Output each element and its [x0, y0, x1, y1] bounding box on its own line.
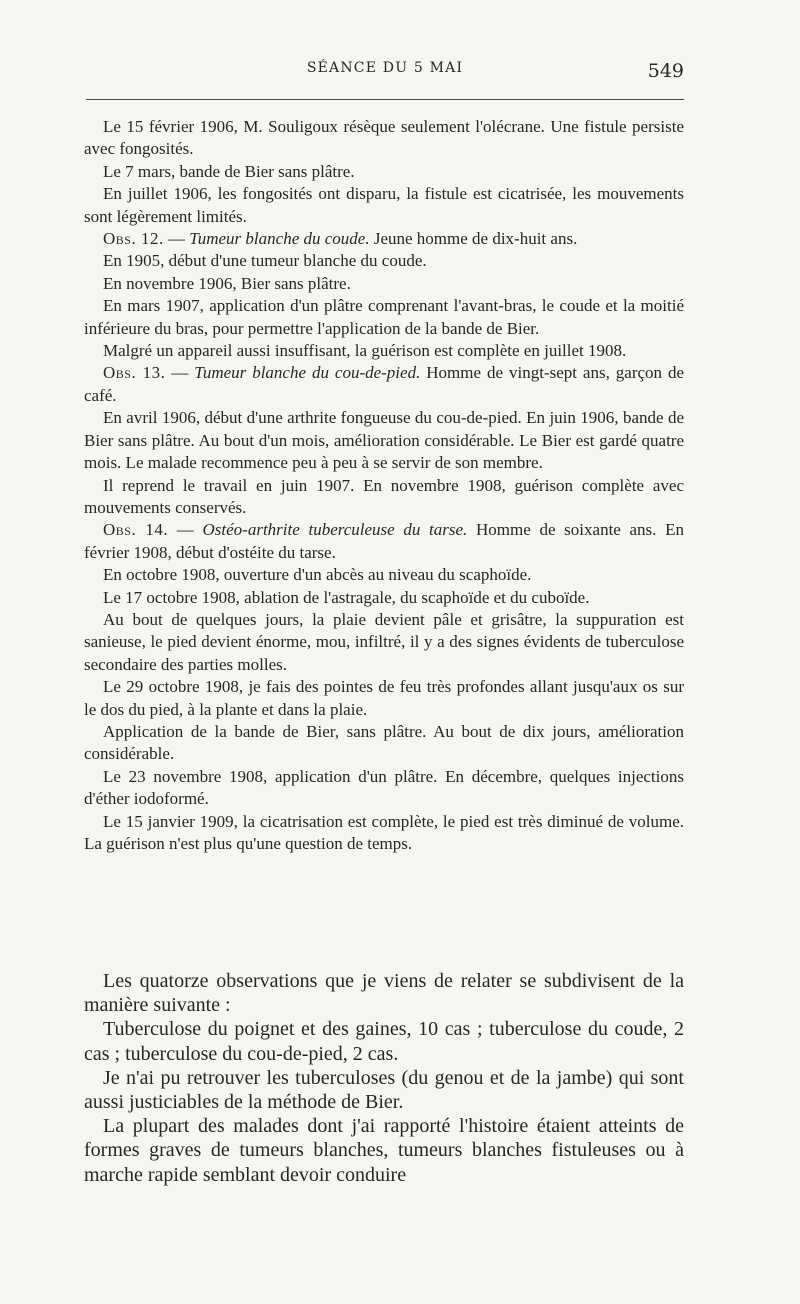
paragraph	[84, 340, 684, 362]
paragraph	[84, 161, 684, 183]
running-head	[86, 60, 684, 84]
paragraph-text: Homme de vingt-sept ans, garçon de café.	[84, 363, 685, 405]
observation-title: Tumeur blanche du coude.	[189, 229, 370, 249]
observation-label: Obs. 13.	[103, 363, 166, 383]
paragraph	[84, 273, 684, 295]
paragraph-text: Le 15 février 1906, M. Souligoux résèque seulement l'olécrane. Une fistule persiste avec fongosités.	[84, 117, 684, 159]
paragraph	[84, 609, 684, 676]
paragraph	[84, 407, 684, 474]
paragraph	[84, 587, 684, 609]
paragraph-text: En 1905, début d'une tumeur blanche du coude.	[103, 251, 427, 271]
paragraph: Obs. 14. — Ostéo-arthrite tuberculeuse du tarse. Homme de soixante ans. En février 1908, début d'ostéite du tarse.	[84, 520, 684, 562]
running-title: SÉANCE DU 5 MAI	[306, 60, 464, 76]
summary-paragraph: Tuberculose du poignet et des gaines, 10 cas ; tuberculose du coude, 2 cas ; tuberculose du cou-de-pied, 2 cas.	[84, 1018, 684, 1065]
paragraph	[84, 564, 684, 586]
summary-paragraph: Je n'ai pu retrouver les tuberculoses (du genou et de la jambe) qui sont aussi justiciables de la méthode de Bier.	[84, 1066, 684, 1114]
paragraph-text: Le 29 octobre 1908, je fais des pointes de feu très profondes allant jusqu'aux os sur le dos du pied, à la plante et dans la plaie.	[84, 677, 684, 719]
paragraph-text: Il reprend le travail en juin 1907. En novembre 1908, guérison complète avec mouvements conservés.	[84, 475, 684, 517]
paragraph-text: En juillet 1906, les fongosités ont disparu, la fistule est cicatrisée, les mouvements sont légèrement limités.	[84, 184, 684, 226]
paragraph-text: En octobre 1908, ouverture d'un abcès au niveau du scaphoïde.	[103, 565, 532, 585]
paragraph-text: Au bout de quelques jours, la plaie devient pâle et grisâtre, la suppuration est sanieuse, le pied devient énorme, mou, infiltré, il y a des signes évidents de tuberculose secondaire des parties molles.	[84, 609, 684, 674]
paragraph	[84, 811, 684, 856]
paragraph	[84, 183, 684, 228]
header-rule	[86, 99, 684, 100]
paragraph-text: Homme de soixante ans. En février 1908, début d'ostéite du tarse.	[84, 520, 684, 562]
paragraph-text: Jeune homme de dix-huit ans.	[373, 229, 578, 249]
paragraph-text: Malgré un appareil aussi insuffisant, la guérison est complète en juillet 1908.	[103, 341, 627, 361]
paragraph-text: En novembre 1906, Bier sans plâtre.	[103, 273, 351, 293]
paragraph-text: Le 17 octobre 1908, ablation de l'astragale, du scaphoïde et du cuboïde.	[103, 587, 590, 607]
paragraph-text: Le 7 mars, bande de Bier sans plâtre.	[103, 161, 355, 181]
paragraph	[84, 250, 684, 272]
observation-title: Ostéo-arthrite tuberculeuse du tarse.	[202, 520, 468, 540]
page-number: 549	[647, 60, 684, 82]
observation-label: Obs. 14.	[103, 520, 169, 540]
paragraph	[84, 766, 684, 811]
paragraph	[84, 475, 684, 520]
paragraph	[84, 721, 684, 766]
paragraph: Obs. 13. — Tumeur blanche du cou-de-pied. Homme de vingt-sept ans, garçon de café.	[84, 363, 685, 405]
paragraph	[84, 676, 684, 721]
paragraph-text: Le 23 novembre 1908, application d'un plâtre. En décembre, quelques injections d'éther iodoformé.	[84, 766, 684, 809]
summary-text	[84, 969, 684, 1187]
observation-label: Obs. 12.	[103, 229, 164, 249]
paragraph-text: En mars 1907, application d'un plâtre comprenant l'avant-bras, le coude et la moitié inférieure du bras, pour permettre l'application de la bande de Bier.	[84, 296, 684, 338]
observation-title: Tumeur blanche du cou-de-pied.	[194, 363, 421, 383]
observations-text	[84, 116, 684, 855]
paragraph-text: En avril 1906, début d'une arthrite fongueuse du cou-de-pied. En juin 1906, bande de Bier sans plâtre. Au bout d'un mois, amélioration considérable. Le Bier est gardé quatre mois. Le malade recommence peu à peu à se servir de son membre.	[84, 408, 684, 473]
paragraph	[84, 116, 684, 161]
summary-paragraph: Les quatorze observations que je viens de relater se subdivisent de la manière suivante :	[84, 970, 684, 1017]
paragraph	[84, 295, 684, 340]
paragraph-text: Application de la bande de Bier, sans plâtre. Au bout de dix jours, amélioration considérable.	[84, 721, 684, 764]
summary-paragraph: La plupart des malades dont j'ai rapporté l'histoire étaient atteints de formes graves de tumeurs blanches, tumeurs blanches fistuleuses ou à marche rapide semblant devoir conduire	[84, 1115, 684, 1186]
paragraph-text: Le 15 janvier 1909, la cicatrisation est complète, le pied est très diminué de volume. La guérison n'est plus qu'une question de temps.	[84, 811, 684, 853]
paragraph: Obs. 12. — Tumeur blanche du coude. Jeune homme de dix-huit ans.	[103, 229, 578, 249]
